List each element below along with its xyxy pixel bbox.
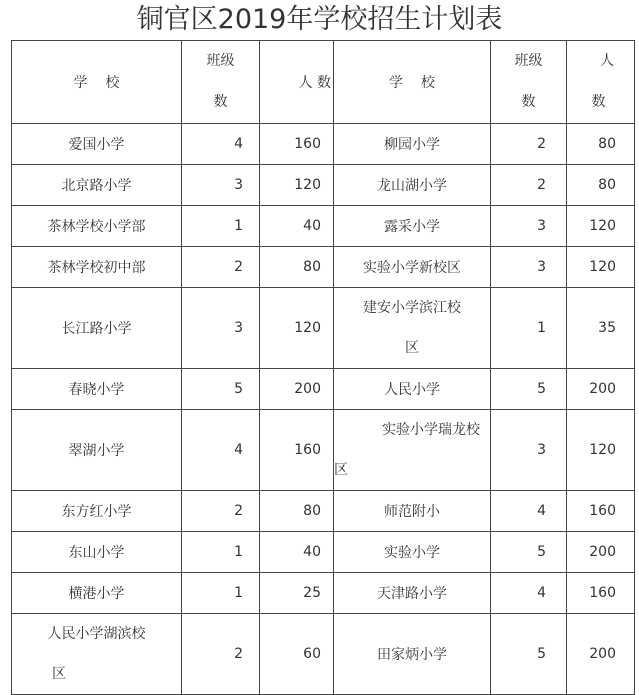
header-classes-right-line2: 数 bbox=[521, 94, 536, 110]
school-name-right-line2: 区 bbox=[405, 340, 419, 356]
people-count-left: 200 bbox=[260, 369, 334, 410]
school-name-left: 横港小学 bbox=[12, 573, 182, 614]
school-name-left-line2: 区 bbox=[52, 666, 66, 682]
people-count-left: 120 bbox=[260, 165, 334, 206]
school-name-left: 长江路小学 bbox=[12, 288, 182, 369]
people-count-right: 200 bbox=[567, 614, 635, 695]
table-row bbox=[12, 124, 635, 165]
table-header-row bbox=[12, 41, 635, 124]
header-classes-left-line1: 班级 bbox=[206, 53, 235, 69]
people-count-left: 80 bbox=[260, 491, 334, 532]
class-count-right: 3 bbox=[491, 410, 567, 491]
class-count-right: 4 bbox=[491, 573, 567, 614]
class-count-right: 3 bbox=[491, 247, 567, 288]
header-classes-right-line1: 班级 bbox=[514, 53, 543, 69]
school-name-right: 师范附小 bbox=[334, 491, 491, 532]
class-count-right: 5 bbox=[491, 532, 567, 573]
page-title: 铜官区2019年学校招生计划表 bbox=[136, 4, 503, 35]
people-count-right: 80 bbox=[567, 124, 635, 165]
class-count-right: 5 bbox=[491, 369, 567, 410]
school-name-right-line1: 建安小学滨江校 bbox=[363, 300, 461, 316]
school-name-left: 东山小学 bbox=[12, 532, 182, 573]
header-classes-right bbox=[491, 41, 567, 124]
school-name-left: 北京路小学 bbox=[12, 165, 182, 206]
school-name-left: 翠湖小学 bbox=[12, 410, 182, 491]
people-count-right: 80 bbox=[567, 165, 635, 206]
table-row bbox=[12, 410, 635, 491]
people-count-left: 120 bbox=[260, 288, 334, 369]
header-people-left: 人 数 bbox=[260, 41, 334, 124]
class-count-left: 2 bbox=[182, 247, 260, 288]
school-name-right: 人民小学 bbox=[334, 369, 491, 410]
school-name-right bbox=[334, 288, 491, 369]
class-count-left: 4 bbox=[182, 410, 260, 491]
table-row bbox=[12, 206, 635, 247]
school-name-right: 田家炳小学 bbox=[334, 614, 491, 695]
class-count-left: 4 bbox=[182, 124, 260, 165]
table-row bbox=[12, 165, 635, 206]
people-count-left: 160 bbox=[260, 124, 334, 165]
school-name-right bbox=[334, 410, 491, 491]
class-count-left: 1 bbox=[182, 206, 260, 247]
school-name-right: 柳园小学 bbox=[334, 124, 491, 165]
header-people-right-line2: 数 bbox=[591, 94, 606, 110]
class-count-left: 2 bbox=[182, 491, 260, 532]
school-name-right: 天津路小学 bbox=[334, 573, 491, 614]
class-count-left: 5 bbox=[182, 369, 260, 410]
header-classes-left bbox=[182, 41, 260, 124]
school-name-left: 东方红小学 bbox=[12, 491, 182, 532]
school-name-left: 爱国小学 bbox=[12, 124, 182, 165]
table-row bbox=[12, 573, 635, 614]
people-count-left: 60 bbox=[260, 614, 334, 695]
school-name-left: 春晓小学 bbox=[12, 369, 182, 410]
class-count-right: 5 bbox=[491, 614, 567, 695]
school-name-right: 实验小学 bbox=[334, 532, 491, 573]
school-name-right: 露采小学 bbox=[334, 206, 491, 247]
school-name-right-line2: 区 bbox=[334, 462, 348, 478]
header-school-right: 学校 bbox=[334, 41, 491, 124]
school-name-left: 茶林学校初中部 bbox=[12, 247, 182, 288]
class-count-left: 3 bbox=[182, 165, 260, 206]
header-classes-left-line2: 数 bbox=[213, 94, 228, 110]
school-name-right: 龙山湖小学 bbox=[334, 165, 491, 206]
school-name-right: 实验小学新校区 bbox=[334, 247, 491, 288]
table-row bbox=[12, 369, 635, 410]
people-count-right: 160 bbox=[567, 573, 635, 614]
school-name-right-line1: 实验小学瑞龙校 bbox=[382, 422, 480, 438]
people-count-left: 40 bbox=[260, 206, 334, 247]
people-count-left: 160 bbox=[260, 410, 334, 491]
people-count-left: 25 bbox=[260, 573, 334, 614]
people-count-left: 80 bbox=[260, 247, 334, 288]
table-row bbox=[12, 288, 635, 369]
people-count-right: 120 bbox=[567, 206, 635, 247]
class-count-right: 2 bbox=[491, 124, 567, 165]
people-count-right: 120 bbox=[567, 247, 635, 288]
school-name-left: 茶林学校小学部 bbox=[12, 206, 182, 247]
header-people-right-line1: 人 bbox=[600, 53, 614, 69]
enrollment-plan-table bbox=[11, 40, 635, 695]
class-count-right: 4 bbox=[491, 491, 567, 532]
class-count-left: 2 bbox=[182, 614, 260, 695]
people-count-left: 40 bbox=[260, 532, 334, 573]
class-count-right: 1 bbox=[491, 288, 567, 369]
header-people-right bbox=[567, 41, 635, 124]
people-count-right: 200 bbox=[567, 532, 635, 573]
header-school-left: 学校 bbox=[12, 41, 182, 124]
table-row bbox=[12, 247, 635, 288]
people-count-right: 120 bbox=[567, 410, 635, 491]
class-count-left: 3 bbox=[182, 288, 260, 369]
people-count-right: 35 bbox=[567, 288, 635, 369]
school-name-left bbox=[12, 614, 182, 695]
class-count-right: 3 bbox=[491, 206, 567, 247]
class-count-right: 2 bbox=[491, 165, 567, 206]
class-count-left: 1 bbox=[182, 532, 260, 573]
table-row bbox=[12, 614, 635, 695]
people-count-right: 200 bbox=[567, 369, 635, 410]
table-row bbox=[12, 532, 635, 573]
school-name-left-line1: 人民小学湖滨校 bbox=[47, 626, 146, 642]
people-count-right: 160 bbox=[567, 491, 635, 532]
table-row bbox=[12, 491, 635, 532]
class-count-left: 1 bbox=[182, 573, 260, 614]
